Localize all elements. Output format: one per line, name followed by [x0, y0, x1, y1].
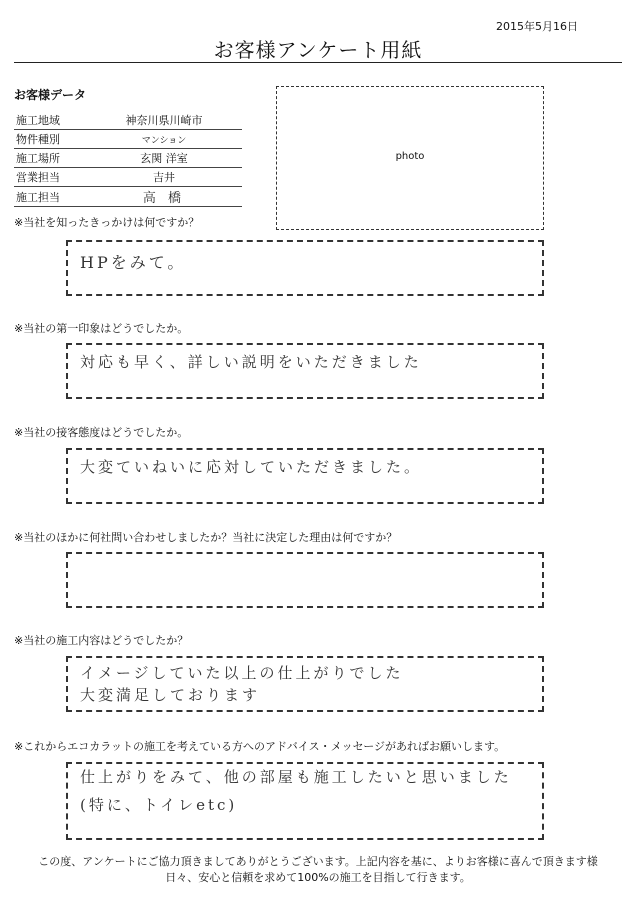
- question-6: ※これからエコカラットの施工を考えている方へのアドバイス・メッセージがあればお願いします。: [14, 740, 506, 753]
- question-3: ※当社の接客態度はどうでしたか。: [14, 426, 189, 439]
- survey-date: 2015年5月16日: [496, 20, 578, 33]
- info-label: 施工地域: [14, 111, 86, 130]
- question-4: ※当社のほかに何社問い合わせしましたか？当社に決定した理由は何ですか？: [14, 531, 398, 544]
- info-value: マンション: [86, 130, 242, 149]
- answer-1-line-1: HPをみて。: [80, 253, 187, 272]
- info-label: 施工場所: [14, 149, 86, 168]
- photo-label: photo: [395, 151, 425, 162]
- answer-5-line-1: イメージしていた以上の仕上がりでした: [80, 664, 404, 682]
- answer-box-4: [66, 552, 544, 608]
- customer-data-heading: お客様データ: [14, 88, 87, 102]
- footer-message: [0, 854, 636, 886]
- answer-5-line-2: 大変満足しております: [80, 686, 261, 704]
- info-label: 施工担当: [14, 187, 86, 207]
- answer-2-line-1: 対応も早く、詳しい説明をいただきました: [80, 353, 422, 371]
- info-label: 物件種別: [14, 130, 86, 149]
- answer-3-line-1: 大変ていねいに応対していただきました。: [80, 458, 423, 476]
- info-value: 神奈川県川崎市: [86, 111, 242, 130]
- info-value: 高 橋: [86, 187, 242, 207]
- answer-box-5: [66, 656, 544, 712]
- answer-box-6: [66, 762, 544, 840]
- title-underline: [14, 62, 622, 63]
- answer-6-line-2: (特に、トイレetc): [80, 796, 238, 814]
- customer-info-table: [14, 111, 242, 207]
- answer-box-1: [66, 240, 544, 296]
- footer-line-2: 日々、安心と信頼を求めて100%の施工を目指して行きます。: [165, 871, 471, 884]
- info-label: 営業担当: [14, 168, 86, 187]
- info-row-area: [14, 111, 242, 130]
- question-2: ※当社の第一印象はどうでしたか。: [14, 322, 189, 335]
- info-row-installer: [14, 187, 242, 207]
- question-5: ※当社の施工内容はどうでしたか？: [14, 634, 189, 647]
- info-row-sales-rep: [14, 168, 242, 187]
- info-value: 吉井: [86, 168, 242, 187]
- answer-6-line-1: 仕上がりをみて、他の部屋も施工したいと思いました: [80, 768, 512, 786]
- footer-line-1: この度、アンケートにご協力頂きましてありがとうございます。上記内容を基に、よりお客様に喜んで頂きます様: [38, 855, 598, 868]
- answer-box-2: [66, 343, 544, 399]
- answer-box-3: [66, 448, 544, 504]
- question-1: ※当社を知ったきっかけは何ですか？: [14, 216, 200, 229]
- page-title: お客様アンケート用紙: [213, 38, 423, 62]
- info-row-location: [14, 149, 242, 168]
- info-value: 玄関 洋室: [86, 149, 242, 168]
- info-row-property-type: [14, 130, 242, 149]
- photo-placeholder: [276, 86, 544, 230]
